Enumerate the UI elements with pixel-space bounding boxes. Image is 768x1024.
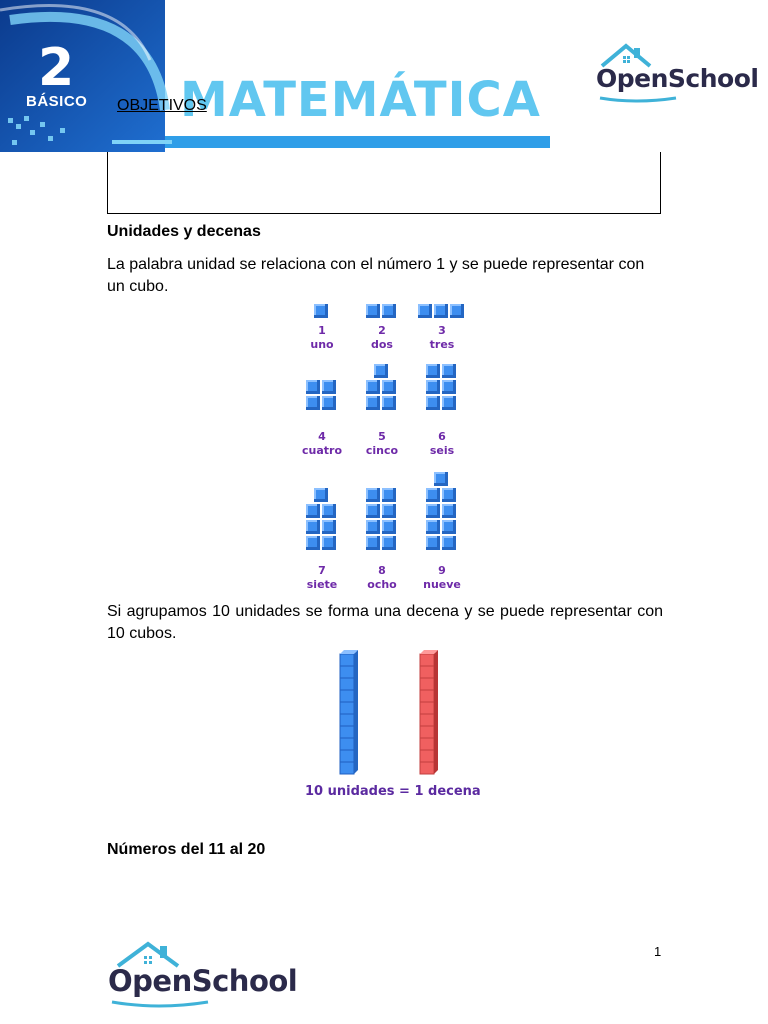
unit-cube — [314, 304, 328, 318]
cube-number-label: 2 — [378, 324, 386, 337]
unit-cube — [382, 380, 396, 394]
unit-cube — [314, 488, 328, 502]
cube-number-label: 8 — [378, 564, 386, 577]
unit-cube — [306, 520, 320, 534]
logo-swoosh-icon — [596, 94, 748, 104]
unit-cube — [426, 520, 440, 534]
unit-cube — [366, 536, 380, 550]
unit-cube — [322, 520, 336, 534]
cube-word-label: uno — [310, 338, 334, 351]
cube-word-label: nueve — [423, 578, 461, 591]
unit-cube — [442, 504, 456, 518]
ten-rod — [420, 650, 438, 774]
unit-cube — [366, 520, 380, 534]
page-number: 1 — [654, 944, 662, 959]
unit-cube — [306, 504, 320, 518]
grade-number: 2 — [38, 38, 75, 98]
cube-number-label: 7 — [318, 564, 326, 577]
footer-logo — [108, 938, 298, 1010]
ten-rod — [340, 650, 358, 774]
units-paragraph: La palabra unidad se relaciona con el número 1 y se puede representar con un cubo. — [107, 256, 645, 295]
unit-cube — [306, 380, 320, 394]
unit-cube — [382, 396, 396, 410]
logo-swoosh-icon — [108, 998, 288, 1010]
cube-number-label: 6 — [438, 430, 446, 443]
grade-level: BÁSICO — [26, 93, 88, 110]
objectives-box — [107, 152, 661, 214]
objectives-label: OBJETIVOS — [117, 97, 207, 114]
unit-cube — [442, 488, 456, 502]
unit-cube — [442, 536, 456, 550]
tens-paragraph: Si agrupamos 10 unidades se forma una decena y se puede representar con 10 cubos. — [107, 603, 663, 642]
unit-cube — [426, 380, 440, 394]
cube-number-label: 9 — [438, 564, 446, 577]
unit-cube — [382, 504, 396, 518]
header-brand: OpenSchool — [596, 64, 759, 93]
unit-cube — [366, 396, 380, 410]
cube-number-label: 4 — [318, 430, 326, 443]
unit-cube — [426, 488, 440, 502]
unit-cube — [442, 520, 456, 534]
tens-rods-figure — [300, 648, 470, 778]
unit-cube — [382, 520, 396, 534]
unit-cube — [426, 396, 440, 410]
units-heading: Unidades y decenas — [107, 223, 261, 240]
unit-cube — [426, 536, 440, 550]
cube-word-label: cinco — [365, 444, 399, 457]
unit-cube — [434, 472, 448, 486]
unit-cube — [366, 504, 380, 518]
unit-cube — [322, 536, 336, 550]
unit-cube — [322, 504, 336, 518]
cube-word-label: cuatro — [301, 444, 342, 457]
unit-cube — [374, 364, 388, 378]
unit-cube — [442, 396, 456, 410]
header-logo — [596, 40, 759, 104]
cube-word-label: ocho — [367, 578, 397, 591]
unit-cube — [366, 304, 380, 318]
cube-word-label: dos — [371, 338, 393, 351]
unit-cube — [426, 504, 440, 518]
cube-word-label: tres — [429, 338, 455, 351]
footer-brand: OpenSchool — [108, 964, 298, 998]
unit-cube — [442, 364, 456, 378]
unit-cube — [418, 304, 432, 318]
cube-number-label: 5 — [378, 430, 386, 443]
unit-cube — [426, 364, 440, 378]
unit-cube — [322, 380, 336, 394]
cube-number-label: 3 — [438, 324, 446, 337]
unit-cube — [382, 536, 396, 550]
numbers-heading: Números del 11 al 20 — [107, 841, 266, 858]
unit-cube — [382, 488, 396, 502]
unit-cube — [366, 488, 380, 502]
cube-word-label: seis — [429, 444, 455, 457]
unit-cube — [434, 304, 448, 318]
unit-cube — [322, 396, 336, 410]
unit-cube — [382, 304, 396, 318]
unit-cube — [306, 396, 320, 410]
unit-cubes-figure — [290, 296, 480, 596]
unit-cube — [366, 380, 380, 394]
tens-equation-label: 10 unidades = 1 decena — [305, 784, 481, 799]
cube-number-label: 1 — [318, 324, 326, 337]
subject-title: MATEMÁTICA — [180, 72, 541, 128]
cube-word-label: siete — [306, 578, 338, 591]
unit-cube — [306, 536, 320, 550]
unit-cube — [442, 380, 456, 394]
unit-cube — [450, 304, 464, 318]
